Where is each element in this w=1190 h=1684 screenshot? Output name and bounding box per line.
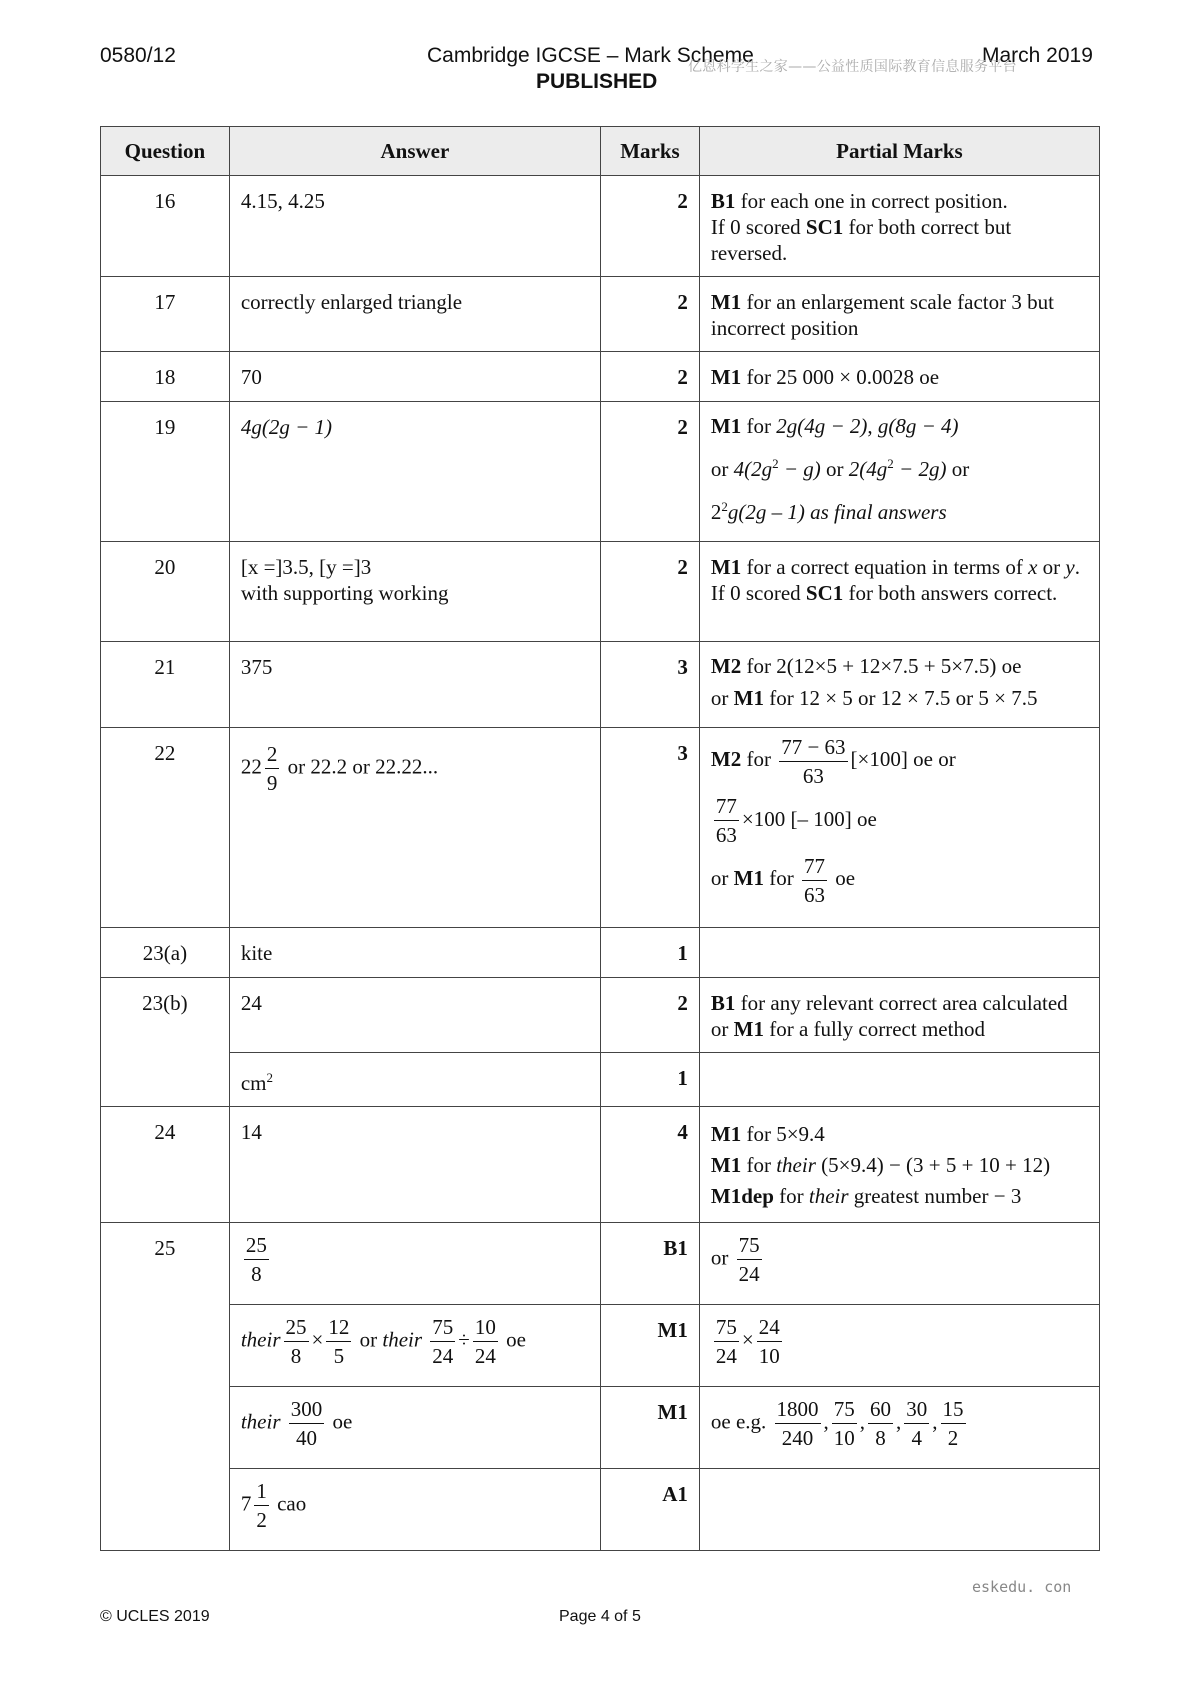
partial-marks-cell — [699, 928, 1099, 978]
mark-code: M2 — [710, 654, 742, 678]
partial-marks-cell: oe e.g. $\frac{1800}{240}$ , $\frac{75}{10}$ , $\frac{60}{8}$ , $\frac{30}{4}$ , $\frac{15}{2}$ — [699, 1387, 1099, 1469]
mark-code: SC1 — [805, 215, 844, 239]
partial-text: for a correct equation in terms of — [741, 555, 1029, 579]
marks-cell: 3 — [601, 728, 700, 928]
partial-text: their — [808, 1184, 849, 1208]
numerator: 30 — [904, 1395, 929, 1424]
partial-text: If 0 scored — [710, 581, 806, 605]
column-header-question: Question — [101, 127, 230, 176]
partial-text: for — [741, 1153, 777, 1177]
fraction — [832, 1395, 857, 1452]
table-row — [101, 1107, 1100, 1223]
denominator: 8 — [290, 1344, 302, 1368]
table-row — [101, 176, 1100, 277]
partial-text: for 25 000 × 0.0028 oe — [741, 365, 940, 389]
answer-cell: 24 — [229, 978, 600, 1053]
denominator: 8 — [251, 1262, 262, 1286]
partial-text: oe e.g. — [710, 1409, 772, 1434]
mark-code: B1 — [710, 189, 736, 213]
answer-cell — [229, 402, 600, 542]
fraction — [326, 1313, 351, 1370]
numerator: 77 — [802, 852, 827, 881]
marks-cell: 3 — [601, 642, 700, 728]
answer-cell — [229, 542, 600, 642]
fraction — [802, 852, 827, 909]
numerator: 75 — [714, 1313, 739, 1342]
partial-text: for both correct but reversed. — [710, 215, 1012, 265]
operator: × — [741, 1327, 754, 1352]
answer-cell — [229, 1305, 600, 1387]
marks-cell: 2 — [601, 352, 700, 402]
table-header-row — [101, 127, 1100, 176]
answer-whole: 22 — [240, 754, 262, 779]
page-number: Page 4 of 5 — [559, 1608, 641, 1625]
partial-marks-cell — [699, 352, 1099, 402]
partial-text: or — [710, 1017, 734, 1041]
partial-text: for any relevant correct area calculated — [735, 991, 1068, 1015]
answer-cell: 70 — [229, 352, 600, 402]
denominator: 24 — [738, 1262, 760, 1286]
denominator: 63 — [803, 883, 825, 908]
partial-marks-cell — [699, 978, 1099, 1053]
numerator: 1800 — [775, 1395, 821, 1424]
variable: y — [1065, 555, 1075, 579]
marks-cell: M1 — [601, 1305, 700, 1387]
mark-code: M1 — [710, 414, 742, 438]
fraction — [289, 1395, 325, 1452]
partial-text: for an enlargement scale factor 3 but incorrect position — [710, 290, 1054, 340]
mark-code: M1 — [710, 365, 742, 389]
fraction — [714, 1313, 739, 1370]
partial-text: (5×9.4) − (3 + 5 + 10 + 12) — [815, 1153, 1051, 1177]
site-watermark: eskedu. con — [972, 1578, 1072, 1596]
partial-marks-cell — [699, 642, 1099, 728]
partial-marks-cell: M1 for a correct equation in terms of x or y. If 0 scored SC1 for both answers correct. — [699, 542, 1099, 642]
mark-code: M1 — [710, 1122, 742, 1146]
answer-expression: [x =]3.5, [y =]3 — [240, 555, 372, 579]
partial-text: or — [826, 457, 844, 481]
marks-cell: B1 — [601, 1223, 700, 1305]
denominator: 63 — [802, 763, 824, 788]
denominator: 8 — [875, 1426, 886, 1450]
mark-code: M1 — [710, 1153, 742, 1177]
answer-cell: 14 — [229, 1107, 600, 1223]
partial-text: If 0 scored — [710, 215, 806, 239]
column-header-partial-marks: Partial Marks — [699, 127, 1099, 176]
partial-marks-cell — [699, 1107, 1099, 1223]
operator: × — [311, 1327, 324, 1352]
expression: 2(4g — [848, 457, 888, 481]
answer-cell: correctly enlarged triangle — [229, 277, 600, 352]
mark-code: M1 — [733, 686, 764, 710]
numerator: 2 — [265, 740, 280, 769]
copyright: © UCLES 2019 — [100, 1608, 210, 1625]
numerator: 15 — [941, 1395, 966, 1424]
answer-text: oe — [332, 1409, 353, 1434]
answer-cell — [229, 1387, 600, 1469]
marks-cell: 2 — [601, 542, 700, 642]
partial-marks-cell — [699, 1305, 1099, 1387]
numerator: 77 − 63 — [779, 733, 847, 762]
partial-text: for — [763, 866, 799, 891]
answer-whole: 7 — [240, 1491, 252, 1516]
question-number: 19 — [101, 402, 230, 542]
denominator: 5 — [333, 1344, 345, 1368]
fraction — [941, 1395, 966, 1452]
variable: x — [1028, 555, 1038, 579]
partial-marks-cell — [699, 176, 1099, 277]
denominator: 4 — [911, 1426, 923, 1450]
marks-cell: 2 — [601, 277, 700, 352]
denominator: 2 — [947, 1426, 959, 1450]
denominator: 63 — [715, 823, 737, 848]
watermark-text: 亿恩科学生之家——公益性质国际教育信息服务平台 — [688, 59, 1017, 75]
mark-code: M1dep — [710, 1184, 774, 1208]
fraction — [284, 1313, 309, 1370]
question-number: 17 — [101, 277, 230, 352]
partial-text: or — [710, 1245, 734, 1270]
partial-text: for — [741, 747, 777, 771]
numerator: 75 — [832, 1395, 857, 1424]
mark-code: M1 — [710, 555, 742, 579]
table-row — [101, 277, 1100, 352]
answer-cell: 375 — [229, 642, 600, 728]
denominator: 240 — [781, 1426, 814, 1450]
numerator: 25 — [244, 1231, 269, 1260]
marks-cell: 1 — [601, 928, 700, 978]
partial-text: or — [710, 686, 734, 710]
expression: − 2g) — [893, 457, 947, 481]
partial-text: or — [710, 866, 734, 891]
table-row — [101, 978, 1100, 1053]
table-row — [101, 1223, 1100, 1305]
answer-expression: 4g(2g − 1) — [240, 415, 333, 439]
table-row — [101, 728, 1100, 928]
mark-code: M1 — [733, 1017, 764, 1041]
partial-text: ×100 [– 100] oe — [741, 806, 877, 831]
column-header-marks: Marks — [601, 127, 700, 176]
partial-text: oe — [829, 866, 856, 891]
partial-text: g(2g – 1) as final answers — [727, 500, 947, 524]
table-row — [101, 542, 1100, 642]
answer-text: cao — [277, 1491, 307, 1516]
fraction — [737, 1231, 762, 1288]
numerator: 300 — [289, 1395, 325, 1424]
mark-code: M1 — [733, 866, 764, 891]
mark-code: B1 — [710, 991, 736, 1015]
partial-text: for — [741, 414, 777, 438]
table-row — [101, 402, 1100, 542]
fraction — [757, 1313, 782, 1370]
marks-cell: 1 — [601, 1053, 700, 1107]
mark-code: M1 — [710, 290, 742, 314]
denominator: 10 — [758, 1344, 780, 1368]
denominator: 24 — [432, 1344, 454, 1368]
answer-cell — [229, 1469, 600, 1551]
answer-cell — [229, 728, 600, 928]
column-header-answer: Answer — [229, 127, 600, 176]
partial-text: for 12 × 5 or 12 × 7.5 or 5 × 7.5 — [763, 686, 1038, 710]
partial-marks-cell: M1 for 2g(4g − 2), g(8g − 4) or $4(2g^2 - g)$ or $2(4g^2 - 2g)$ or $2^2g(2g - 1)$ as final answers — [699, 402, 1099, 542]
numerator: 60 — [868, 1395, 893, 1424]
denominator: 40 — [296, 1426, 318, 1450]
table-row — [101, 642, 1100, 728]
operator: ÷ — [458, 1327, 470, 1352]
numerator: 1 — [254, 1477, 269, 1506]
partial-marks-cell — [699, 1053, 1099, 1107]
expression: g(8g − 4) — [877, 414, 959, 438]
partial-text: for — [773, 1184, 809, 1208]
table-row — [101, 1469, 1100, 1551]
table-row — [101, 352, 1100, 402]
table-row — [101, 1387, 1100, 1469]
fraction — [775, 1395, 821, 1452]
table-row — [101, 1053, 1100, 1107]
expression: 4(2g — [733, 457, 773, 481]
document-title: Cambridge IGCSE – Mark Scheme — [427, 44, 754, 67]
answer-text: or — [354, 1327, 383, 1352]
answer-text: oe — [506, 1327, 526, 1352]
published-label: PUBLISHED — [536, 70, 658, 93]
mark-code: SC1 — [805, 581, 844, 605]
denominator: 2 — [256, 1508, 267, 1532]
partial-marks-cell — [699, 728, 1099, 928]
question-number: 16 — [101, 176, 230, 277]
denominator: 24 — [474, 1344, 496, 1368]
question-number: 20 — [101, 542, 230, 642]
denominator: 24 — [715, 1344, 737, 1368]
marks-cell: 4 — [601, 1107, 700, 1223]
numerator: 24 — [757, 1313, 782, 1342]
numerator: 12 — [326, 1313, 351, 1342]
answer-cell — [229, 1223, 600, 1305]
fraction — [868, 1395, 893, 1452]
partial-text: or — [710, 457, 729, 481]
answer-cell: kite — [229, 928, 600, 978]
their-label: their — [382, 1327, 423, 1352]
denominator: 10 — [833, 1426, 855, 1450]
session-date: March 2019 — [982, 44, 1093, 67]
answer-cell — [229, 1053, 600, 1107]
partial-text: for 5×9.4 — [741, 1122, 825, 1146]
fraction — [254, 1477, 269, 1534]
mark-scheme-table — [100, 126, 1100, 1551]
numerator: 75 — [430, 1313, 455, 1342]
fraction — [473, 1313, 498, 1370]
answer-fraction — [265, 740, 280, 797]
partial-text: greatest number − 3 — [848, 1184, 1022, 1208]
fraction — [430, 1313, 455, 1370]
denominator: 9 — [266, 771, 278, 795]
fraction — [244, 1231, 269, 1288]
numerator: 10 — [473, 1313, 498, 1342]
mark-code: M2 — [710, 747, 742, 771]
unit-exponent: 2 — [266, 1070, 273, 1085]
partial-text: for a fully correct method — [763, 1017, 985, 1041]
fraction — [779, 733, 847, 790]
partial-marks-cell — [699, 277, 1099, 352]
expression: − g) — [778, 457, 821, 481]
partial-text: their — [776, 1153, 816, 1177]
their-label: their — [240, 1327, 281, 1352]
marks-cell: 2 — [601, 176, 700, 277]
question-number: 25 — [101, 1223, 230, 1551]
marks-cell: A1 — [601, 1469, 700, 1551]
fraction — [904, 1395, 929, 1452]
table-row — [101, 928, 1100, 978]
marks-cell: M1 — [601, 1387, 700, 1469]
question-number: 22 — [101, 728, 230, 928]
answer-note: with supporting working — [240, 581, 449, 605]
partial-text: for each one in correct position. — [735, 189, 1008, 213]
paper-code: 0580/12 — [100, 44, 176, 67]
question-number: 23(a) — [101, 928, 230, 978]
partial-text: [×100] oe or — [850, 747, 956, 771]
marks-cell: 2 — [601, 402, 700, 542]
partial-text: for 2(12×5 + 12×7.5 + 5×7.5) oe — [741, 654, 1022, 678]
question-number: 24 — [101, 1107, 230, 1223]
partial-marks-cell — [699, 1223, 1099, 1305]
table-row — [101, 1305, 1100, 1387]
marks-cell: 2 — [601, 978, 700, 1053]
expression: 2g(4g − 2) — [776, 414, 868, 438]
numerator: 75 — [737, 1231, 762, 1260]
fraction — [714, 792, 739, 849]
partial-text: for both answers correct. — [843, 581, 1058, 605]
answer-cell: 4.15, 4.25 — [229, 176, 600, 277]
partial-marks-cell — [699, 1469, 1099, 1551]
question-number: 18 — [101, 352, 230, 402]
partial-text: or — [951, 457, 970, 481]
numerator: 77 — [714, 792, 739, 821]
question-number: 23(b) — [101, 978, 230, 1107]
partial-text: or — [1037, 555, 1066, 579]
answer-text: or 22.2 or 22.22... — [282, 754, 439, 779]
unit: cm — [240, 1071, 267, 1095]
numerator: 25 — [284, 1313, 309, 1342]
question-number: 21 — [101, 642, 230, 728]
their-label: their — [240, 1409, 281, 1434]
